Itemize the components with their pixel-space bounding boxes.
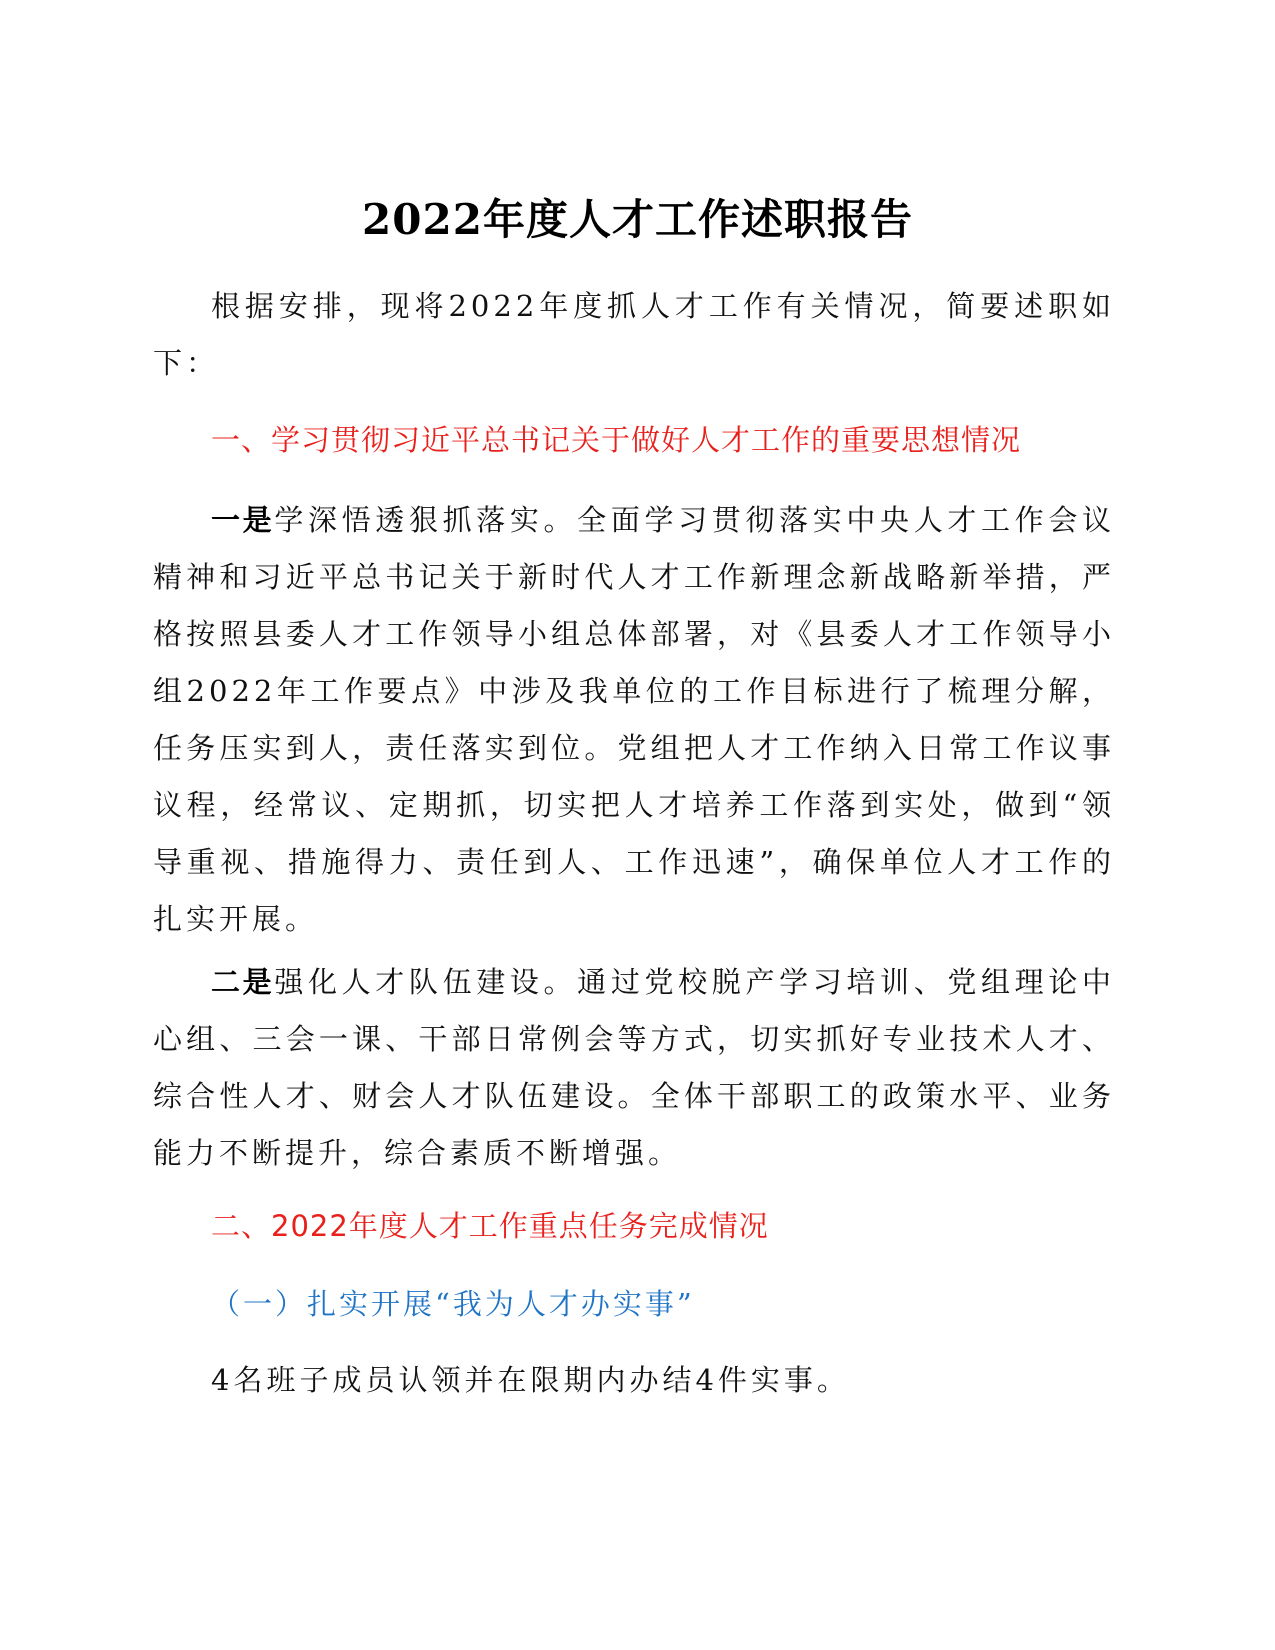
section-2-subheading: （一）扎实开展“我为人才办实事” [211,1287,695,1321]
section-1-item-2 [153,954,1115,1182]
section-1-heading: 一、学习贯彻习近平总书记关于做好人才工作的重要思想情况 [211,423,1022,457]
section-1-item-1 [153,492,1115,948]
item-2-lead: 二是 [211,965,275,999]
item-2-text: 强化人才队伍建设。通过党校脱产学习培训、党组理论中心组、三会一课、干部日常例会等方式，切实抓好专业技术人才、综合性人才、财会人才队伍建设。全体干部职工的政策水平、业务能力不断提升，综合素质不断增强。 [153,965,1115,1170]
document-title: 2022年度人才工作述职报告 [362,195,913,244]
section-2-paragraph: 4名班子成员认领并在限期内办结4件实事。 [211,1363,850,1397]
intro-paragraph: 根据安排，现将2022年度抓人才工作有关情况，简要述职如下： [153,289,1115,380]
section-2-heading: 二、2022年度人才工作重点任务完成情况 [211,1209,769,1243]
item-1-text: 学深悟透狠抓落实。全面学习贯彻落实中央人才工作会议精神和习近平总书记关于新时代人才工作新理念新战略新举措，严格按照县委人才工作领导小组总体部署，对《县委人才工作领导小组2022年工作要点》中涉及我单位的工作目标进行了梳理分解，任务压实到人，责任落实到位。党组把人才工作纳入日常工作议事议程，经常议、定期抓，切实把人才培养工作落到实处，做到“领导重视、措施得力、责任到人、工作迅速”，确保单位人才工作的扎实开展。 [153,503,1115,936]
item-1-lead: 一是 [211,503,275,537]
